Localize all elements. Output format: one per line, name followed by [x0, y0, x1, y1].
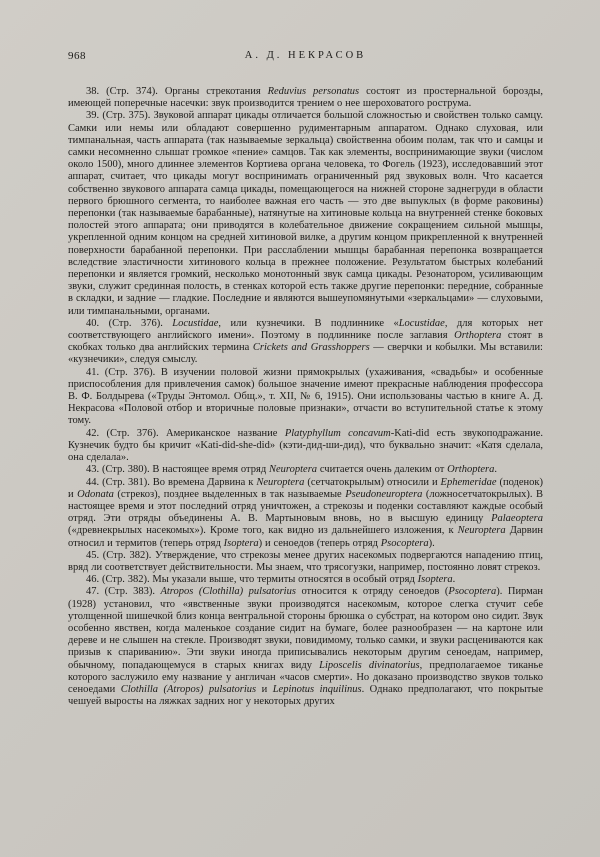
paragraph-text: 44. (Стр. 381). Во времена Дарвина к: [86, 476, 257, 488]
latin-name: Psocoptera: [448, 586, 497, 598]
paragraph-text: стоят в скобках только два английских термина: [68, 330, 543, 354]
paragraph-text: ) и сеноедов (теперь отряд: [258, 537, 381, 549]
latin-name: Liposcelis divinatorius: [319, 659, 420, 671]
paragraph-text: считается очень далеким от: [317, 464, 448, 476]
paragraph-text: (поденок) и: [68, 476, 543, 500]
paragraph-text: — сверчки и кобылки. Мы вставили: «кузнечики», следуя смыслу.: [68, 342, 543, 366]
paragraph-text: .: [452, 574, 456, 586]
paragraph-text: 39. (Стр. 375). Звуковой аппарат цикады отличается большой сложностью и свойствен только самцу. Самки или немы или обладают совершенно рудиментарным аппаратом. Однако слуховая, или тимпанальная, часть аппарата (так называемые зеркальца) свойственна обоим полам, так что и самцы и самки несомненно слышат громкое «пение» самцов. Так как элементы, воспринимающие звуки (числом около 1500), много длиннее элементов Кортиева органа человека, то Фогель (1923), исследовавший этот аппарат, считает, что цикады могут воспринимать ограниченный ряд звуковых волн. Что касается собственно звукового аппарата самца цикады, помещающегося на нижней стороне заднегруди в области первого брюшного сегмента, то наиболее важная его часть — это две выпуклых (в форме раковины) перепонки (так называемые барабанные), натянутые на хитиновые кольца на внутренней стенке боковых полостей этого аппарата; они приводятся в колебательное движение сокращением сильной мышцы, укрепленной одним концом на средней хитиновой вилке, а другим концом прикрепленной к внутренней поверхности барабанной перепонки. При расслаблении мышцы барабанная перепонка возвращается вследствие эластичности хитинового кольца в прежнее положение. Результатом быстрых колебаний перепонки и является громкий, несколько монотонный звук самца цикады. Резонатором, усиливающим звуки, служит срединная полость, в стенках которой есть также другие перепонки: передние, собранные в складки, и задние — гладкие. Последние и являются вышеупомянутыми «зеркальцами» — слуховыми, или тимпанальными, органами.: [68, 110, 543, 317]
latin-name: Pseudoneuroptera: [345, 488, 423, 500]
paragraph-text: 45. (Стр. 382). Утверждение, что стрекозы менее других насекомых подвергаются нападению птиц, вряд ли соответствует действительности. Мы знаем, что трясогузки, например, постоянно ловят стрекоз.: [68, 549, 543, 573]
paragraph-text: (ложносетчатокрылых). В настоящее время и этот последний отряд уничтожен, а стрекозы и поденки составляют каждые особый отряд. Эти отряды объединены А. В. Мартыновым вновь, но в высшую единицу: [68, 488, 543, 525]
latin-name: Odonata: [77, 488, 114, 500]
latin-name: Orthoptera: [447, 464, 495, 476]
paragraph: [68, 428, 543, 465]
paragraph-text: 38. (Стр. 374). Органы стрекотания: [86, 86, 268, 97]
latin-name: Orthoptera: [454, 330, 502, 342]
paragraph-text: 46. (Стр. 382). Мы указали выше, что термиты относятся в особый отряд: [86, 574, 418, 586]
paragraph: [68, 367, 543, 428]
latin-name: Ephemeridae: [440, 476, 497, 488]
latin-name: Isoptera: [223, 537, 259, 549]
paragraph: [68, 110, 543, 317]
latin-name: Atropos (Clothilla) pulsatorius: [160, 586, 296, 598]
paragraph-text: . Однако предполагают, что покрытые чешуей выросты на ляжках задних ног у некоторых других: [68, 683, 543, 708]
paragraph-text: состоят из простернальной борозды, имеющей поперечные насечки: звук производится трением о нее шероховатого рострума.: [68, 86, 543, 110]
paragraph-text: 42. (Стр. 376). Американское название: [86, 427, 285, 439]
paragraph: [68, 574, 543, 586]
paragraph-text: ).: [428, 537, 435, 549]
paragraph-text: относится к отряду сеноедов (: [295, 586, 449, 598]
running-title: А. Д. НЕКРАСОВ: [244, 50, 367, 61]
text-block: [68, 86, 543, 708]
latin-name: Palaeoptera: [491, 513, 543, 525]
paragraph-text: Дарвин относил и термитов (теперь отряд: [68, 525, 543, 549]
latin-name: Crickets and Grasshoppers: [252, 342, 370, 354]
paragraph-text: и: [256, 683, 273, 695]
paragraph: [68, 464, 543, 476]
paragraph-text: (сетчатокрылым) относили и: [304, 476, 441, 488]
paragraph-text: 47. (Стр. 383).: [86, 586, 161, 598]
paragraph-text: («древнекрылых насекомых»). Кроме того, как видно из дальнейшего изложения, к: [68, 525, 458, 537]
page-number: 968: [68, 50, 86, 62]
paragraph: [68, 86, 543, 110]
paragraph-text: , или кузнечики. В подлиннике «: [218, 317, 399, 329]
latin-name: Locustidae: [398, 317, 445, 329]
paragraph: [68, 477, 543, 550]
paragraph: [68, 318, 543, 367]
latin-name: Neuroptera: [256, 476, 305, 488]
latin-name: Neuroptera: [457, 525, 506, 537]
paragraph-text: (стрекоз), позднее выделенных в так называемые: [113, 488, 346, 500]
latin-name: Neuroptera: [269, 464, 318, 476]
paragraph-text: -Kati-did есть звукоподражание. Кузнечик будто бы кричит «Kati-did-she-did» (кэти-дид-ши-дид), что буквально значит: «Катя сделала, она сделала».: [68, 427, 543, 464]
latin-name: Psocoptera: [380, 537, 429, 549]
latin-name: Clothilla (Atropos) pulsatorius: [120, 683, 257, 695]
running-head: [68, 50, 543, 66]
latin-name: Locustidae: [172, 317, 219, 329]
latin-name: Reduvius personatus: [267, 86, 360, 97]
paragraph-text: , для которых нет соответствующего английского имени». Поэтому в подлиннике после заглавия: [68, 317, 543, 342]
paragraph-text: 43. (Стр. 380). В настоящее время отряд: [86, 464, 269, 476]
latin-name: Platyphyllum concavum: [284, 427, 391, 439]
paragraph-text: , предполагаемое тиканье которого заслужило ему название у англичан «часов смерти». Но доказано производство звуков только сеноедами: [68, 659, 543, 695]
paragraph: [68, 586, 543, 708]
paragraph-text: 40. (Стр. 376).: [86, 317, 173, 329]
latin-name: Lepinotus inquilinus: [272, 683, 362, 695]
paragraph-text: ). Пирман (1928) установил, что «явственные звуки производятся насекомым, которое слегка стучит себе утолщенной шишечкой близ конца вентральной стороны брюшка о субстрат, на котором оно сидит. Звук особенно явствен, когда маленькое создание сидит на бумаге, более разнообразен — на картоне или дереве и не слышен на стекле. Производят звуки, повидимому, только самки, и звуки расцениваются как призыв к спариванию». Эти звуки иногда приписывались некоторым другим сеноедам, например, обычному, попадающемуся в старых книгах виду: [68, 586, 544, 671]
paragraph-text: .: [494, 464, 498, 476]
latin-name: Isoptera: [417, 574, 453, 586]
paragraph: [68, 550, 543, 574]
paragraph-text: 41. (Стр. 376). В изучении половой жизни прямокрылых (ухаживания, «свадьбы» и особенные приспособления для привлечения самок) большое значение имеют прекрасные наблюдения профессора В. Ф. Болдырева («Труды Энтомол. Общ.», т. XII, № 6, 1915). Они использованы частью в книге А. Д. Некрасова «Половой отбор и вторичные половые признаки», отчасти во вступительной статье к этому тому.: [68, 366, 543, 427]
